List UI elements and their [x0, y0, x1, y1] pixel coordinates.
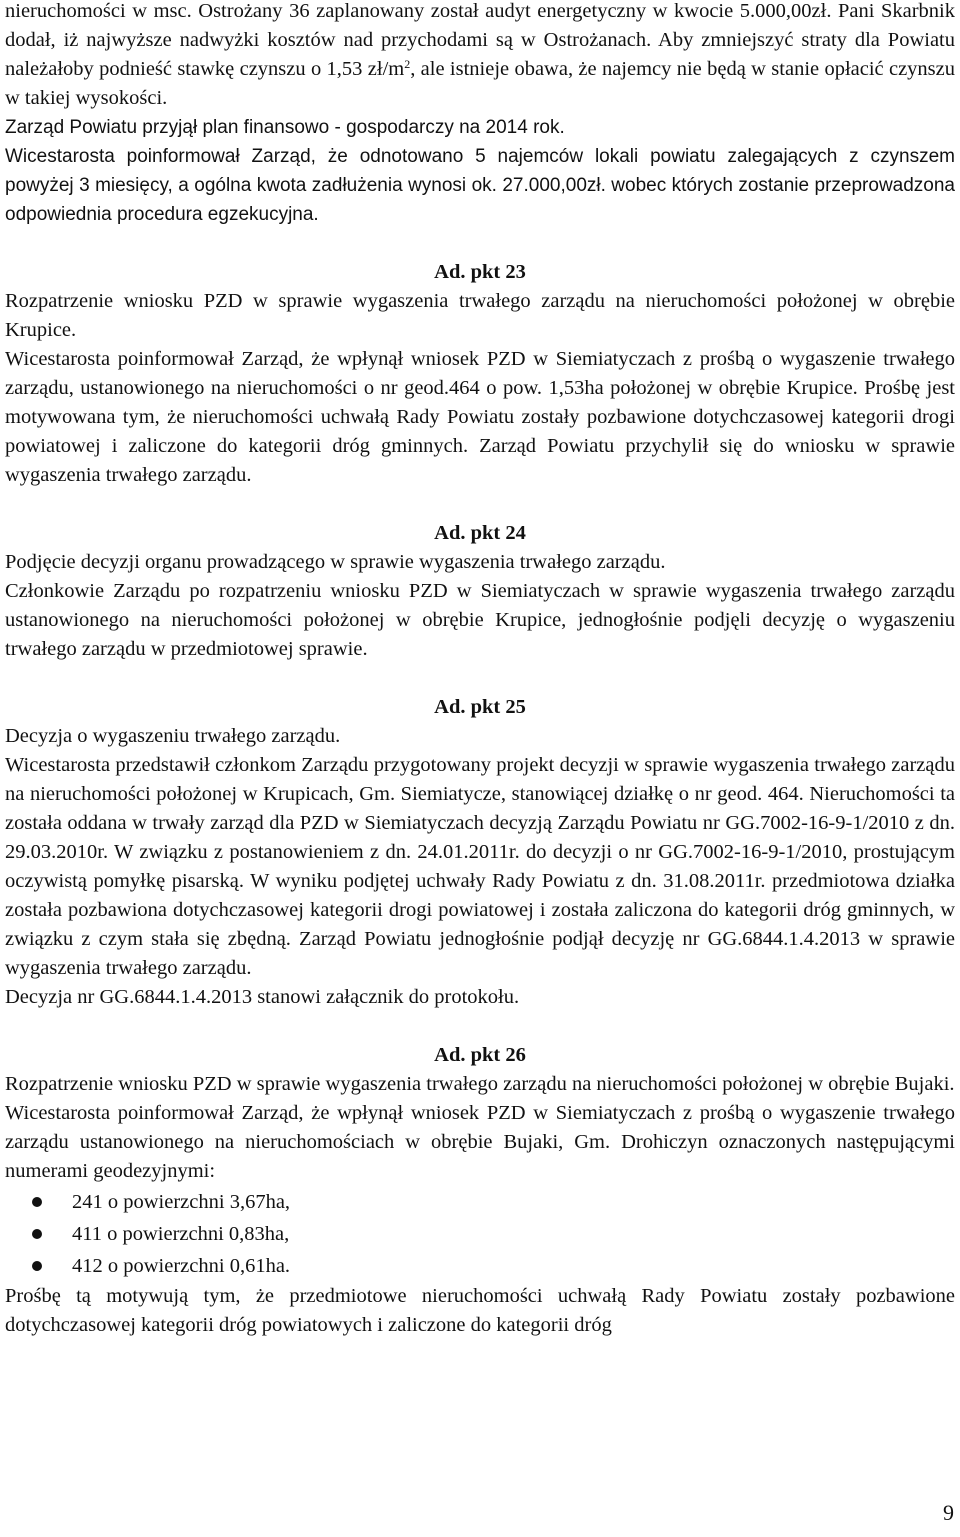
parcel-list: [5, 1186, 955, 1282]
section-25-subject: Decyzja o wygaszeniu trwałego zarządu.: [5, 725, 341, 747]
debtors-paragraph: Wicestarosta poinformował Zarząd, że odnotowano 5 najemców lokali powiatu zalegających z czynszem powyżej 3 miesięcy, a ogólna kwota zadłużenia wynosi ok. 27.000,00zł. wobec których zostanie przeprowadzona odpowiednia procedura egzekucyjna.: [5, 146, 955, 225]
page-number: 9: [943, 1500, 954, 1525]
section-26-body: Wicestarosta poinformował Zarząd, że wpłynął wniosek PZD w Siemiatyczach z prośbą o wygaszenie trwałego zarządu ustanowionego na nieruchomościach w obrębie Bujaki, Gm. Drohiczyn oznaczonych następującymi numerami geodezyjnymi:: [5, 1102, 955, 1182]
section-26-subject: Rozpatrzenie wniosku PZD w sprawie wygaszenia trwałego zarządu na nieruchomości położonej w obrębie Bujaki.: [5, 1073, 955, 1095]
intro-line: 5.000,00zł. Pani Skarbnik dodał, iż najwyższe nadwyżki kosztów nad przychodami są w: [5, 0, 956, 51]
parcel-text: 411 o powierzchni 0,83ha,: [72, 1223, 290, 1245]
bullet-icon: [32, 1197, 42, 1207]
section-23-body: Wicestarosta poinformował Zarząd, że wpłynął wniosek PZD w Siemiatyczach z prośbą o wygaszenie trwałego zarządu, ustanowionego na nieruchomości o nr geod.464 o pow. 1,53ha położonej w obrębie Krupice. Prośbę jest motywowana tym, że nieruchomości uchwałą Rady Powiatu zostały pozbawione dotychczasowej kategorii drogi powiatowej i zaliczone do kategorii dróg gminnych. Zarząd Powiatu przychylił się do wniosku w sprawie wygaszenia trwałego zarządu.: [5, 348, 955, 486]
section-23-subject: Rozpatrzenie wniosku PZD w sprawie wygaszenia trwałego zarządu na nieruchomości położonej w obrębie Krupice.: [5, 290, 955, 341]
section-heading-25: Ad. pkt 25: [434, 696, 526, 718]
parcel-text: 241 o powierzchni 3,67ha,: [72, 1191, 291, 1213]
unit-text: zł/m: [367, 58, 405, 80]
bullet-icon: [32, 1229, 42, 1239]
unit-superscript: 2: [404, 57, 411, 71]
section-heading-26: Ad. pkt 26: [434, 1044, 526, 1066]
intro-line: , ale istnieje obawa, że najemcy nie będą w stanie opłacić czynszu w takiej wysokości.: [5, 58, 956, 109]
section-heading-24: Ad. pkt 24: [434, 522, 526, 544]
section-24-body: Członkowie Zarządu po rozpatrzeniu wniosku PZD w Siemiatyczach w sprawie wygaszenia trwałego zarządu ustanowionego na nieruchomości położonej w obrębie Krupice, jednogłośnie podjęli decyzję o wygaszeniu trwałego zarządu w przedmiotowej sprawie.: [5, 580, 955, 660]
document-page: [5, 0, 955, 1340]
list-item: [5, 1218, 955, 1250]
parcel-text: 412 o powierzchni 0,61ha.: [72, 1255, 291, 1277]
intro-line: Ostrożanach. Aby zmniejszyć straty dla Powiatu należałoby podnieść stawkę czynszu o 1,53: [5, 29, 956, 80]
section-25-body: Wicestarosta przedstawił członkom Zarządu przygotowany projekt decyzji w sprawie wygaszenia trwałego zarządu na nieruchomości położonej w Krupicach, Gm. Siemiatycze, stanowiącej działkę o nr geod. 464. Nieruchomości ta została oddana w trwały zarząd dla PZD w Siemiatyczach decyzją Zarządu Powiatu nr GG.7002-16-9-1/2010 z dn. 29.03.2010r. W związku z postanowieniem z dn. 24.01.2011r. do decyzji o nr GG.7002-16-9-1/2010, prostującym oczywistą pomyłkę pisarską. W wyniku podjętej uchwały Rady Powiatu z dn. 31.08.2011r. przedmiotowa działka została pozbawiona dotychczasowej kategorii drogi powiatowej i została zaliczona do kategorii dróg gminnych, w związku z czym stała się zbędną. Zarząd Powiatu jednogłośnie podjął decyzję nr GG.6844.1.4.2013 w sprawie wygaszenia trwałego zarządu.: [5, 754, 955, 979]
list-item: [5, 1250, 955, 1282]
section-heading-23: Ad. pkt 23: [434, 261, 526, 283]
intro-line: nieruchomości w msc. Ostrożany 36 zaplanowany został audyt energetyczny w kwocie: [5, 0, 734, 22]
bullet-icon: [32, 1261, 42, 1271]
list-item: [5, 1186, 955, 1218]
plan-adopted-paragraph: Zarząd Powiatu przyjął plan finansowo - gospodarczy na 2014 rok.: [5, 117, 565, 138]
intro-paragraph: [5, 0, 955, 113]
section-26-closing: Prośbę tą motywują tym, że przedmiotowe nieruchomości uchwałą Rady Powiatu zostały pozbawione dotychczasowej kategorii dróg powiatowych i zaliczone do kategorii dróg: [5, 1285, 955, 1336]
section-25-attachment-note: Decyzja nr GG.6844.1.4.2013 stanowi załącznik do protokołu.: [5, 986, 520, 1008]
section-24-subject: Podjęcie decyzji organu prowadzącego w sprawie wygaszenia trwałego zarządu.: [5, 551, 666, 573]
